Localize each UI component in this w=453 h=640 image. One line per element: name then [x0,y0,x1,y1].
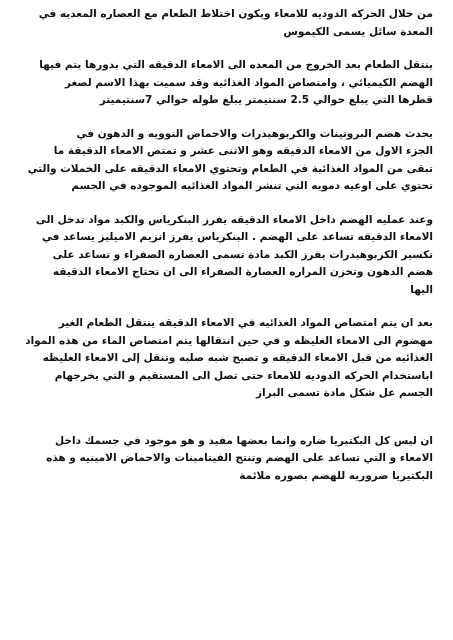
text-line: الغذائيه من قبل الامعاء الدقيقه و تصبح شبه صلبه وتنقل إلى الامعاء الغليظه [42,352,433,364]
text-line: قطرها التي يبلغ حوالي 2.5 سنتيمتر يبلغ طوله حوالي 7سنتيميتر [99,94,433,106]
text-line: البكتيريا ضروريه للهضم بصوره ملائمة [239,469,433,482]
paragraph-small-intestine [22,57,433,110]
text-line: اليها [410,283,433,296]
text-line: تكسير الكربوهيدرات يفرز الكبد مادة تسمى العصاره الصفراء و تساعد على [52,248,433,261]
text-line: ينتقل الطعام بعد الخروج من المعده الى الامعاء الدقيقه التي بدورها يتم فيها [39,59,433,71]
text-line: وعند عمليه الهضم داخل الامعاء الدقيقه يفرز البنكرياس والكبد مواد تدخل الى [35,213,433,226]
text-line: الهضم الكيميائي ، وامتصاص المواد الغذائيه وقد سميت بهذا الاسم لصغر [64,76,433,89]
text-line: الجزء الاول من الامعاء الدقيقه وهو الاثنى عشر و تمتص الامعاء الدقيقة ما [53,145,433,157]
text-line: المعدة سائل يسمى الكيموس [283,25,433,38]
paragraph-pancreas-liver [22,212,433,300]
text-line: تبقى من المواد الغذائية في الطعام وتحتوي الامعاء الدقيقه على الخملات والتي [27,162,433,175]
text-line: يحدث هضم البروتينات والكربوهيدرات والاحماض النوويه و الدهون في [76,127,433,140]
paragraph-large-intestine [22,315,433,403]
paragraph-duodenum-villi [22,126,433,196]
text-line: الجسم عل شكل مادة تسمى البراز [256,387,433,399]
paragraph-bacteria [22,433,433,486]
paragraph-stomach-chyme [22,6,433,41]
text-line: الامعاء الدقيقه تساعد على الهضم . البنكرياس يفرز انزيم الاميليز يساعد في [41,231,433,243]
text-line: من خلال الحركه الدوديه للامعاء ويكون اختلاط الطعام مع العصاره المعديه في [38,8,433,20]
text-line: بعد ان يتم امتصاص المواد الغذائيه في الامعاء الدقيقه ينتقل الطعام الغير [58,317,433,329]
text-line: مهضوم الى الامعاء الغليظه و في حين انتقالها يتم امتصاص الماء من هذه المواد [25,334,433,347]
text-line: اباستخدام الحركه الدوديه للامعاء حتى تصل الى المستقيم و التي يخرجهام [54,369,433,382]
text-line: هضم الدهون وتخزن المراره العصارة الصفراء الى ان تحتاج الامعاء الدقيقه [52,266,433,278]
text-line: الامعاء و التي تساعد على الهضم وتنتج الفيتامينات والاحماض الامينيه و هذه [46,452,433,464]
text-line: ان ليس كل البكتيريا ضاره وانما بعضها مفيد و هو موجود في جسمك داخل [55,434,433,447]
text-line: تحتوي على اوعيه دمويه التي تنشر المواد الغذائيه الموجوده في الجسم [71,180,433,192]
